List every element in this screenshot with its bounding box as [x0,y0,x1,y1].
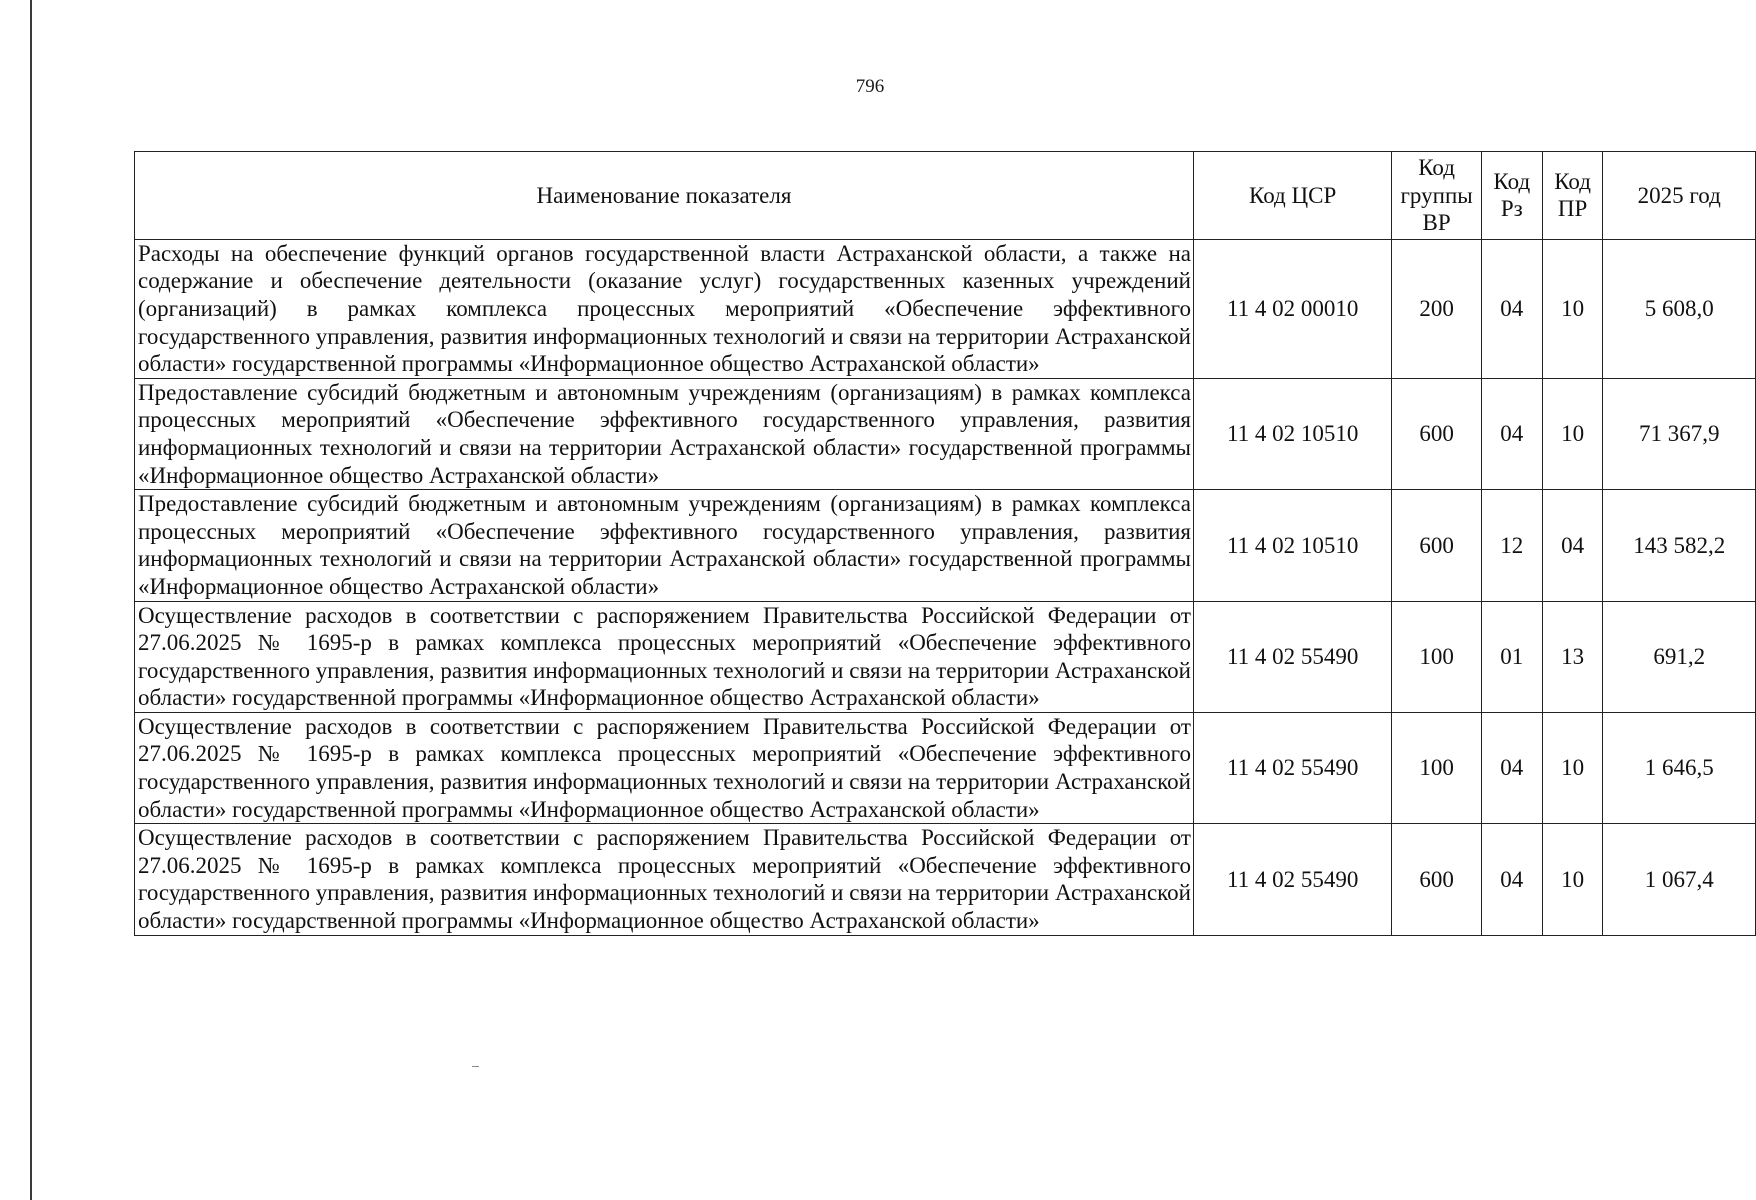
table-row [135,712,1756,823]
row-rz-cell: 12 [1481,490,1542,601]
row-pr-cell: 10 [1542,824,1603,935]
row-pr-cell: 10 [1542,239,1603,378]
row-vr-cell: 200 [1392,239,1482,378]
row-csr-cell: 11 4 02 00010 [1193,239,1391,378]
row-amount-cell: 691,2 [1603,601,1756,712]
row-vr-cell: 600 [1392,824,1482,935]
row-vr-cell: 600 [1392,378,1482,489]
row-rz-cell: 04 [1481,378,1542,489]
row-name-cell: Осуществление расходов в соответствии с распоряжением Правительства Российской Федерации от 27.06.2025 № 1695-р в рамках комплекса процессных мероприятий «Обеспечение эффективного государственного управления, развития информационных технологий и связи на территории Астраханской области» государственной программы «Информационное общество Астраханской области» [135,601,1194,712]
row-pr-cell: 04 [1542,490,1603,601]
binding-margin-line [30,0,32,1200]
table-row [135,824,1756,935]
header-name: Наименование показателя [135,152,1194,240]
header-pr-code: Код ПР [1542,152,1603,240]
row-pr-cell: 10 [1542,712,1603,823]
header-vr-group-code: Код группы ВР [1392,152,1482,240]
header-csr-code: Код ЦСР [1193,152,1391,240]
row-name-cell: Расходы на обеспечение функций органов государственной власти Астраханской области, а также на содержание и обеспечение деятельности (оказание услуг) государственных казенных учреждений (организаций) в рамках комплекса процессных мероприятий «Обеспечение эффективного государственного управления, развития информационных технологий и связи на территории Астраханской области» государственной программы «Информационное общество Астраханской области» [135,239,1194,378]
row-pr-cell: 10 [1542,378,1603,489]
row-rz-cell: 01 [1481,601,1542,712]
row-name-cell: Предоставление субсидий бюджетным и автономным учреждениям (организациям) в рамках комплекса процессных мероприятий «Обеспечение эффективного государственного управления, развития информационных технологий и связи на территории Астраханской области» государственной программы «Информационное общество Астраханской области» [135,378,1194,489]
row-pr-cell: 13 [1542,601,1603,712]
row-vr-cell: 600 [1392,490,1482,601]
row-rz-cell: 04 [1481,712,1542,823]
table-row [135,601,1756,712]
row-amount-cell: 1 067,4 [1603,824,1756,935]
row-name-cell: Предоставление субсидий бюджетным и автономным учреждениям (организациям) в рамках комплекса процессных мероприятий «Обеспечение эффективного государственного управления, развития информационных технологий и связи на территории Астраханской области» государственной программы «Информационное общество Астраханской области» [135,490,1194,601]
table-header-row [135,152,1756,240]
row-amount-cell: 71 367,9 [1603,378,1756,489]
row-name-cell: Осуществление расходов в соответствии с распоряжением Правительства Российской Федерации от 27.06.2025 № 1695-р в рамках комплекса процессных мероприятий «Обеспечение эффективного государственного управления, развития информационных технологий и связи на территории Астраханской области» государственной программы «Информационное общество Астраханской области» [135,824,1194,935]
row-vr-cell: 100 [1392,601,1482,712]
header-rz-code: Код Рз [1481,152,1542,240]
row-amount-cell: 1 646,5 [1603,712,1756,823]
page-number: 796 [855,76,885,97]
table-row [135,490,1756,601]
row-csr-cell: 11 4 02 10510 [1193,490,1391,601]
row-amount-cell: 143 582,2 [1603,490,1756,601]
header-year-2025: 2025 год [1603,152,1756,240]
row-csr-cell: 11 4 02 55490 [1193,712,1391,823]
row-vr-cell: 100 [1392,712,1482,823]
row-csr-cell: 11 4 02 10510 [1193,378,1391,489]
row-rz-cell: 04 [1481,824,1542,935]
table-row [135,378,1756,489]
stray-scan-mark [472,1066,479,1067]
table-row [135,239,1756,378]
row-rz-cell: 04 [1481,239,1542,378]
row-csr-cell: 11 4 02 55490 [1193,601,1391,712]
row-name-cell: Осуществление расходов в соответствии с распоряжением Правительства Российской Федерации от 27.06.2025 № 1695-р в рамках комплекса процессных мероприятий «Обеспечение эффективного государственного управления, развития информационных технологий и связи на территории Астраханской области» государственной программы «Информационное общество Астраханской области» [135,712,1194,823]
row-csr-cell: 11 4 02 55490 [1193,824,1391,935]
budget-table [134,151,1756,936]
row-amount-cell: 5 608,0 [1603,239,1756,378]
